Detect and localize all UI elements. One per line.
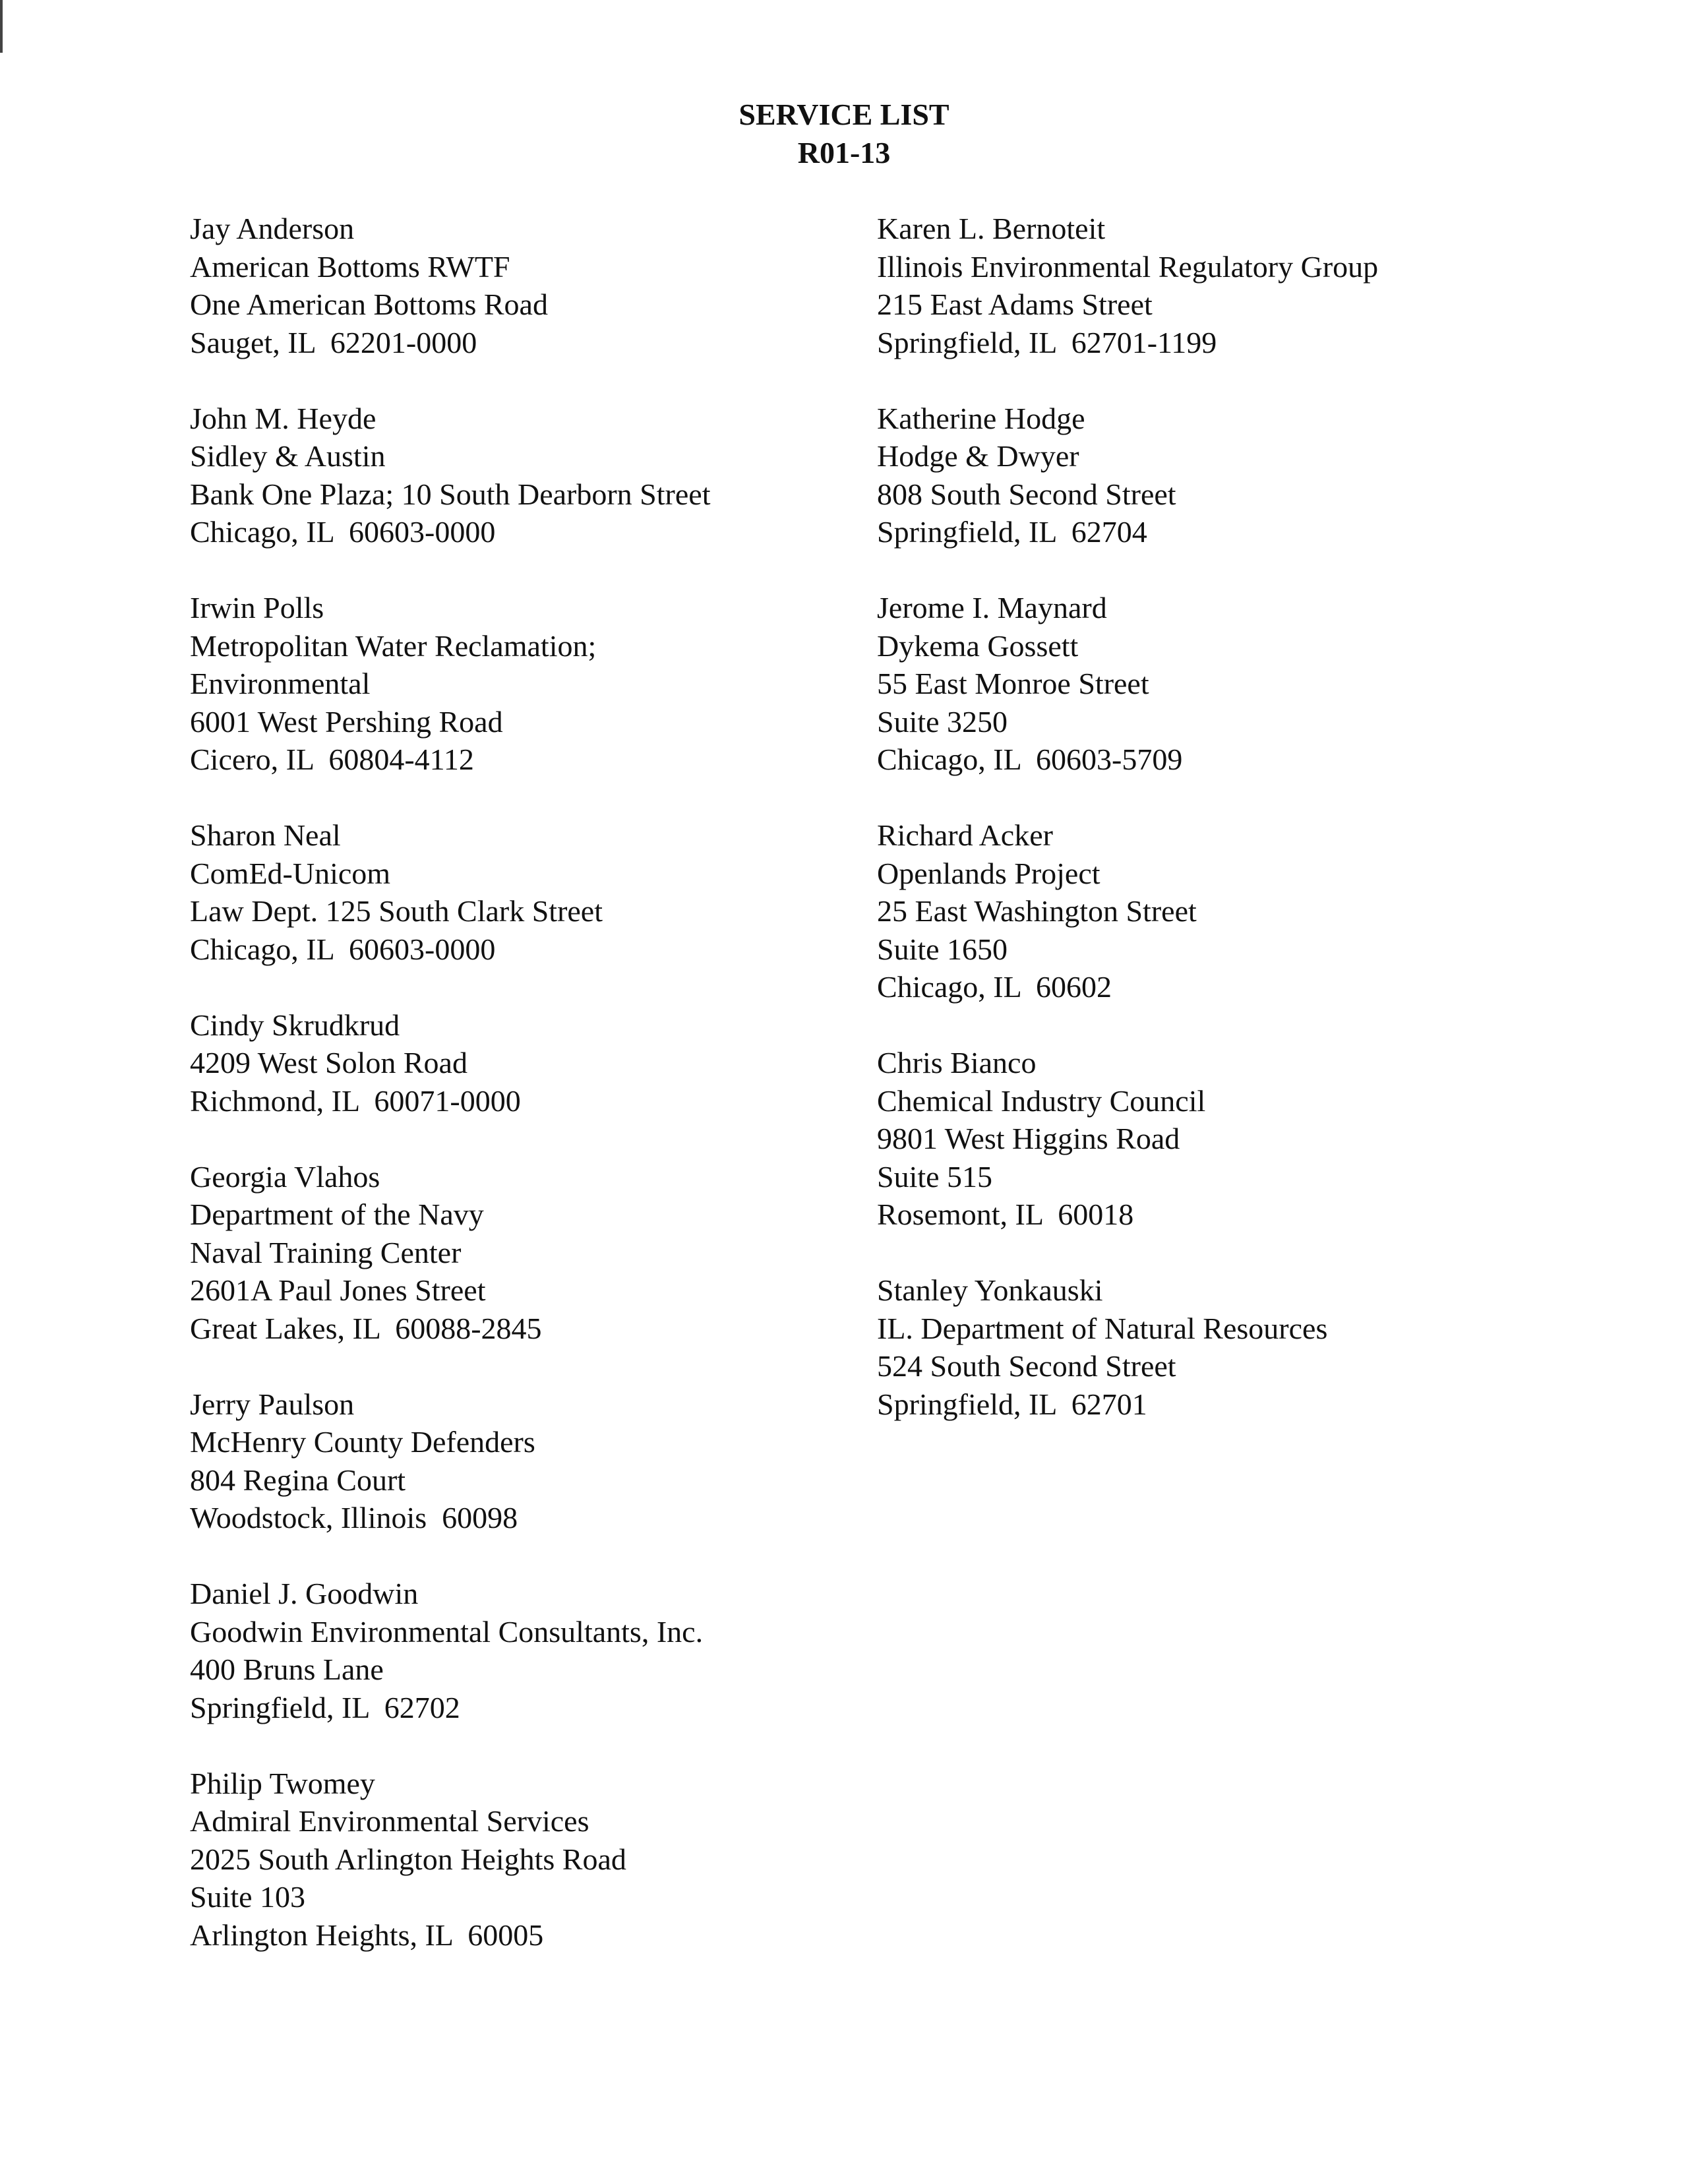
entry-address-line: 804 Regina Court bbox=[190, 1463, 406, 1497]
entry-address-line: Springfield, IL 62701-1199 bbox=[877, 325, 1217, 359]
entry-address-line: Richmond, IL 60071-0000 bbox=[190, 1083, 521, 1118]
service-entry bbox=[877, 210, 1655, 361]
entry-name: Katherine Hodge bbox=[877, 401, 1085, 435]
entry-address-line: IL. Department of Natural Resources bbox=[877, 1311, 1328, 1345]
entry-address-line: Sauget, IL 62201-0000 bbox=[190, 325, 477, 359]
entry-address-line: 808 South Second Street bbox=[877, 477, 1176, 511]
right-column bbox=[877, 210, 1655, 1461]
entry-address-line: 6001 West Pershing Road bbox=[190, 704, 503, 739]
entry-address-line: Openlands Project bbox=[877, 856, 1100, 890]
entry-address-line: Chicago, IL 60603-0000 bbox=[190, 515, 496, 549]
document-title: SERVICE LIST bbox=[738, 98, 950, 131]
service-entry bbox=[190, 1006, 862, 1120]
entry-address-line: 2025 South Arlington Heights Road bbox=[190, 1842, 626, 1876]
entry-name: Irwin Polls bbox=[190, 591, 324, 624]
service-entry bbox=[877, 816, 1655, 1006]
entry-address-line: Arlington Heights, IL 60005 bbox=[190, 1918, 544, 1952]
entry-address-line: Suite 515 bbox=[877, 1159, 993, 1194]
entry-address-line: Chicago, IL 60602 bbox=[877, 970, 1112, 1004]
entry-address-line: Springfield, IL 62704 bbox=[877, 515, 1147, 549]
entry-address-line: Department of the Navy bbox=[190, 1198, 484, 1231]
entry-address-line: Admiral Environmental Services bbox=[190, 1804, 589, 1838]
entry-address-line: 215 East Adams Street bbox=[877, 288, 1153, 321]
document-header bbox=[0, 96, 1688, 172]
entry-name: Jerome I. Maynard bbox=[877, 591, 1107, 624]
entry-address-line: 400 Bruns Lane bbox=[190, 1653, 384, 1686]
service-entry bbox=[877, 400, 1655, 551]
entry-address-line: One American Bottoms Road bbox=[190, 288, 548, 321]
entry-name: Chris Bianco bbox=[877, 1046, 1037, 1079]
entry-address-line: Metropolitan Water Reclamation; bbox=[190, 628, 597, 663]
entry-address-line: 9801 West Higgins Road bbox=[877, 1122, 1180, 1155]
service-entry bbox=[190, 1385, 862, 1537]
entry-name: Philip Twomey bbox=[190, 1766, 375, 1800]
entry-name: John M. Heyde bbox=[190, 401, 377, 435]
entry-address-line: Law Dept. 125 South Clark Street bbox=[190, 894, 603, 928]
entry-name: Karen L. Bernoteit bbox=[877, 212, 1106, 245]
service-entry bbox=[190, 1575, 862, 1726]
entry-name: Cindy Skrudkrud bbox=[190, 1008, 400, 1042]
service-entry bbox=[877, 589, 1655, 779]
entry-address-line: McHenry County Defenders bbox=[190, 1425, 535, 1459]
entry-address-line: Chicago, IL 60603-0000 bbox=[190, 932, 496, 966]
entry-address-line: Environmental bbox=[190, 667, 371, 700]
entry-address-line: Cicero, IL 60804-4112 bbox=[190, 743, 474, 776]
entry-name: Georgia Vlahos bbox=[190, 1159, 380, 1194]
entry-address-line: Bank One Plaza; 10 South Dearborn Street bbox=[190, 477, 711, 511]
entry-address-line: Rosemont, IL 60018 bbox=[877, 1198, 1134, 1231]
left-column bbox=[190, 210, 862, 1992]
entry-name: Jay Anderson bbox=[190, 212, 355, 245]
service-entry bbox=[190, 210, 862, 361]
entry-address-line: Suite 3250 bbox=[877, 704, 1008, 739]
service-entry bbox=[190, 816, 862, 968]
entry-name: Jerry Paulson bbox=[190, 1387, 355, 1421]
entry-address-line: Suite 103 bbox=[190, 1880, 306, 1914]
entry-address-line: Springfield, IL 62702 bbox=[190, 1690, 460, 1724]
service-entry bbox=[190, 1765, 862, 1955]
entry-address-line: 4209 West Solon Road bbox=[190, 1046, 467, 1079]
service-entry bbox=[190, 400, 862, 551]
entry-address-line: Great Lakes, IL 60088-2845 bbox=[190, 1311, 542, 1345]
entry-name: Daniel J. Goodwin bbox=[190, 1577, 419, 1610]
page-edge-mark bbox=[0, 0, 3, 53]
entry-address-line: Naval Training Center bbox=[190, 1235, 462, 1269]
entry-address-line: 524 South Second Street bbox=[877, 1349, 1176, 1383]
entry-address-line: Hodge & Dwyer bbox=[877, 439, 1079, 473]
entry-address-line: Chicago, IL 60603-5709 bbox=[877, 743, 1183, 776]
service-entry bbox=[877, 1271, 1655, 1423]
entry-address-line: Sidley & Austin bbox=[190, 439, 386, 473]
entry-address-line: Suite 1650 bbox=[877, 932, 1008, 966]
entry-address-line: Chemical Industry Council bbox=[877, 1083, 1206, 1118]
entry-address-line: ComEd-Unicom bbox=[190, 856, 391, 890]
entry-address-line: Dykema Gossett bbox=[877, 628, 1079, 663]
docket-number: R01-13 bbox=[797, 136, 891, 169]
entry-name: Sharon Neal bbox=[190, 818, 341, 852]
entry-address-line: American Bottoms RWTF bbox=[190, 249, 510, 284]
service-entry bbox=[190, 589, 862, 779]
entry-address-line: Springfield, IL 62701 bbox=[877, 1387, 1147, 1421]
entry-address-line: 25 East Washington Street bbox=[877, 894, 1197, 928]
service-entry bbox=[190, 1158, 862, 1348]
entry-address-line: Goodwin Environmental Consultants, Inc. bbox=[190, 1614, 704, 1649]
entry-address-line: Illinois Environmental Regulatory Group bbox=[877, 249, 1379, 284]
entry-address-line: 55 East Monroe Street bbox=[877, 667, 1149, 700]
entry-address-line: 2601A Paul Jones Street bbox=[190, 1273, 486, 1307]
service-entry bbox=[877, 1044, 1655, 1234]
entry-name: Richard Acker bbox=[877, 818, 1053, 852]
entry-name: Stanley Yonkauski bbox=[877, 1273, 1103, 1307]
entry-address-line: Woodstock, Illinois 60098 bbox=[190, 1501, 518, 1534]
